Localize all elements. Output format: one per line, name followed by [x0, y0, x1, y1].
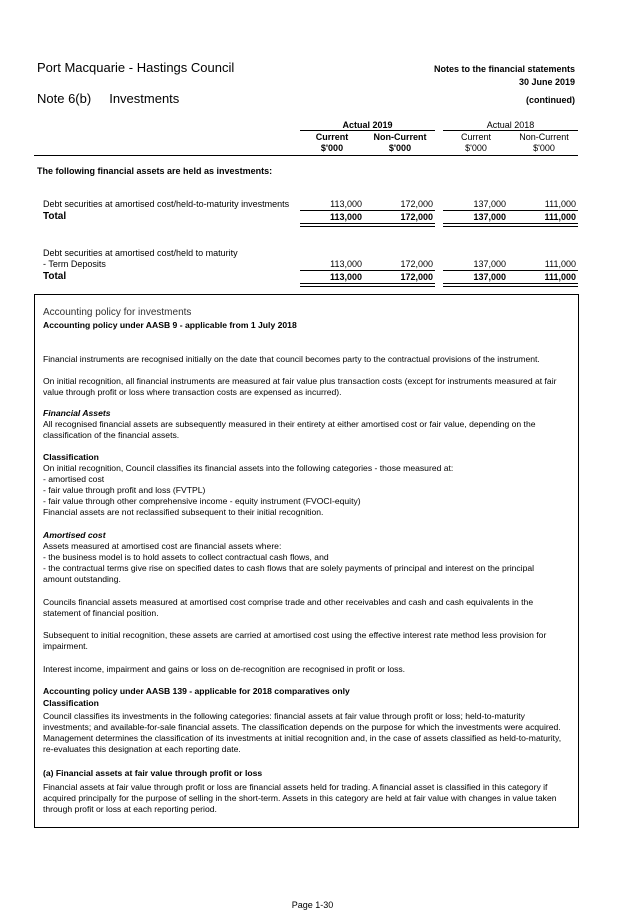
col-current-2018: Current — [460, 132, 491, 142]
page-number: Page 1-30 — [291, 900, 334, 910]
amortised-cost-heading: Amortised cost — [43, 530, 106, 540]
classification-line: Financial assets are not reclassified subsequent to their initial recognition. — [43, 507, 324, 517]
financial-assets-heading: Financial Assets — [43, 408, 111, 418]
amortised-cost-line: Assets measured at amortised cost are financial assets where: — [43, 541, 282, 551]
policy-para-2: On initial recognition, all financial instruments are measured at fair value plus transaction costs (except for instruments measured at fair value through profit or loss where transaction costs are expensed as incurred). — [43, 376, 557, 397]
table2-total-label: Total — [43, 271, 67, 282]
table1-double-rule-2019 — [300, 223, 435, 227]
unit-current-2019: $'000 — [320, 143, 344, 153]
table1-val-4: 111,000 — [544, 199, 576, 209]
col-noncurrent-2018: Non-Current — [519, 132, 569, 142]
table2-double-rule-2019 — [300, 283, 435, 287]
amortised-cost-line: - the contractual terms give rise on specified dates to cash flows that are solely payments of principal and interest on the principal amount outstanding. — [43, 563, 535, 584]
fvtpl-heading: (a) Financial assets at fair value through profit or loss — [43, 768, 263, 778]
table2-total-2: 172,000 — [400, 272, 433, 282]
note-name: Investments — [109, 91, 180, 106]
policy-para-5: Interest income, impairment and gains or loss on de-recognition are recognised in profit or loss. — [43, 664, 406, 674]
table2-double-rule-2018 — [443, 283, 578, 287]
table2-rule-2019 — [300, 270, 435, 271]
continued-label: (continued) — [526, 95, 575, 105]
table1-total-label: Total — [43, 211, 67, 222]
table1-total-3: 137,000 — [473, 212, 506, 222]
table2-heading: Debt securities at amortised cost/held to maturity — [43, 248, 238, 258]
table2-val-3: 137,000 — [473, 259, 506, 269]
col-noncurrent-2019: Non-Current — [373, 132, 427, 142]
aasb139-classification-heading: Classification — [43, 698, 99, 708]
aasb139-heading: Accounting policy under AASB 139 - applicable for 2018 comparatives only — [43, 686, 350, 696]
table1-total-2: 172,000 — [400, 212, 433, 222]
table1-total-1: 113,000 — [329, 212, 362, 222]
table2-val-1: 113,000 — [330, 259, 362, 269]
table1-val-3: 137,000 — [473, 199, 506, 209]
notes-title: Notes to the financial statements — [433, 64, 575, 74]
amortised-cost-list — [43, 541, 565, 585]
table1-row-label: Debt securities at amortised cost/held-to-maturity investments — [43, 199, 290, 209]
policy-title: Accounting policy for investments — [43, 307, 192, 318]
table1-double-rule-2018 — [443, 223, 578, 227]
policy-subtitle: Accounting policy under AASB 9 - applicable from 1 July 2018 — [43, 320, 297, 330]
fvtpl-text: Financial assets at fair value through profit or loss are financial assets held for trading. A financial asset is classified in this category if acquired principally for the purpose of selling in the short-term. Assets in this category are held at fair value with changes in value taken through profit or loss at each reporting period. — [43, 782, 557, 814]
classification-heading: Classification — [43, 452, 99, 462]
table2-total-3: 137,000 — [473, 272, 506, 282]
unit-noncurrent-2019: $'000 — [388, 143, 412, 153]
council-name: Port Macquarie - Hastings Council — [37, 60, 235, 75]
classification-line: - fair value through other comprehensive income - equity instrument (FVOCI-equity) — [43, 496, 361, 506]
table2-total-1: 113,000 — [329, 272, 362, 282]
financial-assets-text: All recognised financial assets are subsequently measured in their entirety at either amortised cost or fair value, depending on the classification of the financial assets. — [43, 419, 536, 440]
policy-para-1: Financial instruments are recognised initially on the date that council becomes party to the contractual provisions of the instrument. — [43, 354, 540, 364]
divider-2019 — [300, 130, 435, 131]
unit-current-2018: $'000 — [465, 143, 487, 153]
col-group-2019: Actual 2019 — [342, 120, 393, 130]
divider-2018 — [443, 130, 578, 131]
classification-line: - fair value through profit and loss (FVTPL) — [43, 485, 206, 495]
table1-val-2: 172,000 — [400, 199, 433, 209]
aasb139-text: Council classifies its investments in the following categories: financial assets at fair value through profit or loss; held-to-maturity investments; and available-for-sale financial assets. The classification depends on the purpose for which the investments were acquired. Management determines the classification of its investments at initial recognition and, in the case of assets classified as held-to-maturity, re-evaluates this designation at each reporting date. — [43, 711, 562, 754]
statement-date: 30 June 2019 — [518, 77, 575, 87]
classification-list — [43, 463, 565, 518]
intro-text: The following financial assets are held as investments: — [37, 166, 273, 176]
table1-total-4: 111,000 — [544, 212, 576, 222]
amortised-cost-line: - the business model is to hold assets to collect contractual cash flows, and — [43, 552, 329, 562]
note-number: Note 6(b) — [37, 91, 92, 106]
classification-line: On initial recognition, Council classifies its financial assets into the following categories - those measured at: — [43, 463, 454, 473]
table2-total-4: 111,000 — [544, 272, 576, 282]
table2-row-label: - Term Deposits — [43, 259, 106, 269]
policy-para-4: Subsequent to initial recognition, these assets are carried at amortised cost using the effective interest rate method less provision for impairment. — [43, 630, 547, 651]
classification-line: - amortised cost — [43, 474, 105, 484]
unit-noncurrent-2018: $'000 — [533, 143, 555, 153]
col-group-2018: Actual 2018 — [486, 120, 535, 130]
table1-val-1: 113,000 — [330, 199, 362, 209]
table2-val-2: 172,000 — [400, 259, 433, 269]
policy-para-3: Councils financial assets measured at amortised cost comprise trade and other receivables and cash and cash equivalents in the statement of financial position. — [43, 597, 534, 618]
table2-val-4: 111,000 — [544, 259, 576, 269]
note-heading — [37, 91, 179, 106]
table2-rule-2018 — [443, 270, 578, 271]
table1-rule-2019 — [300, 210, 435, 211]
col-current-2019: Current — [315, 132, 349, 142]
header-rule — [34, 155, 578, 156]
table1-rule-2018 — [443, 210, 578, 211]
